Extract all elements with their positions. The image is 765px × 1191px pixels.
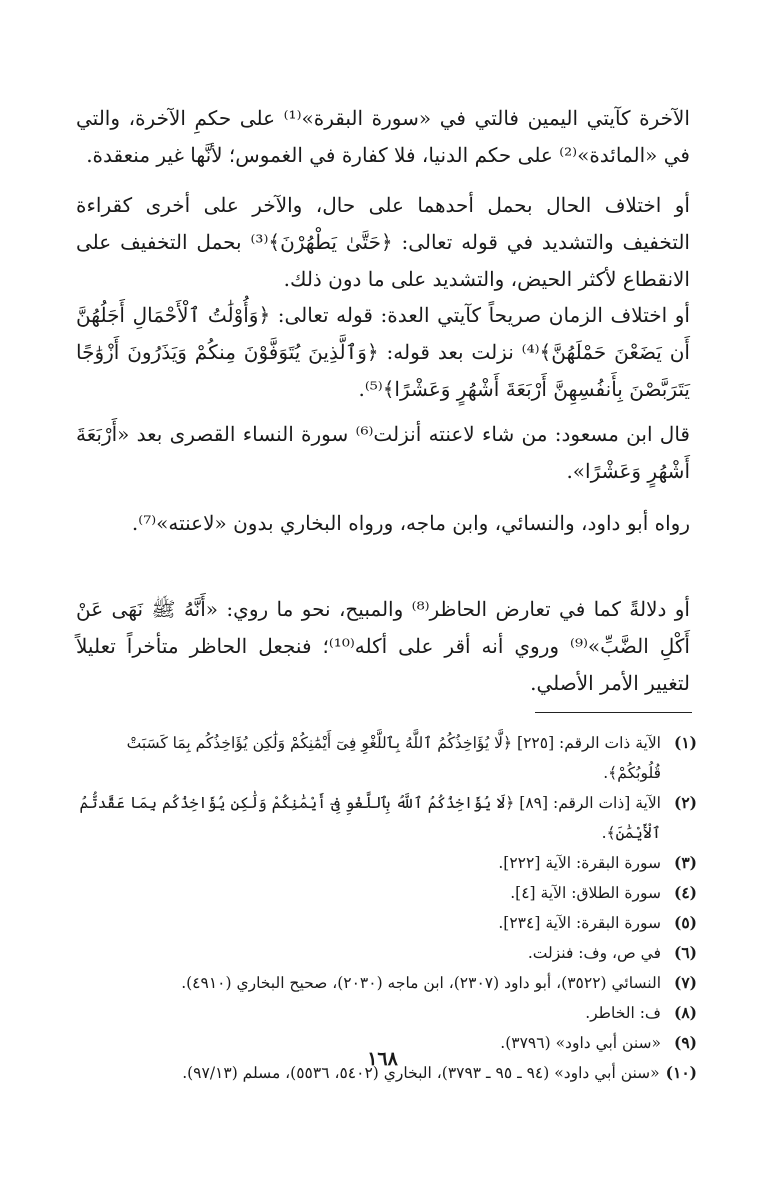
footnote: [72, 788, 697, 848]
footnote-number: (٤): [673, 883, 697, 902]
paragraph-5: رواه أبو داود، والنسائي، وابن ماجه، ورواه البخاري بدون «لاعنته»⁽⁷⁾.: [131, 511, 690, 535]
paragraph-2: أو اختلاف الحال بحمل أحدهما على حال، والآخر على أخرى كقراءة التخفيف والتشديد في قوله تعالى: ﴿حَتَّىٰ يَطْهُرْنَ﴾⁽³⁾ بحمل التخفيف على الانقطاع لأكثر الحيض، والتشديد على ما دون ذلك.: [76, 193, 690, 291]
paragraph-6: أو دلالةً كما في تعارض الحاظر⁽⁸⁾ والمبيح، نحو ما روي: «أَنَّهُ ﷺ نَهَى عَنْ أَكْلِ الضَّبِّ»⁽⁹⁾ وروي أنه أقر على أكله⁽¹⁰⁾؛ فنجعل الحاظر متأخراً تعليلاً لتغيير الأمر الأصلي.: [76, 597, 690, 695]
footnote-text: سورة الطلاق: الآية [٤].: [510, 884, 661, 902]
footnote-text: «سنن أبي داود» (٣٧٩٦).: [500, 1034, 661, 1052]
footnote-text: سورة البقرة: الآية [٢٣٤].: [498, 914, 661, 932]
footnote-text: «سنن أبي داود» (٩٤ ـ ٩٥ ـ ٣٧٩٣)، البخاري (٥٤٠٢، ٥٥٣٦)، مسلم (٩٧/١٣).: [182, 1064, 660, 1082]
footnote-text: النسائي (٣٥٢٢)، أبو داود (٢٣٠٧)، ابن ماجه (٢٠٣٠)، صحيح البخاري (٤٩١٠).: [181, 974, 661, 992]
footnote-number: (١٠): [665, 1063, 697, 1082]
footnote: [72, 968, 697, 998]
footnote-number: (٨): [673, 1003, 697, 1022]
footnote-text: سورة البقرة: الآية [٢٢٢].: [498, 854, 661, 872]
footnote: [72, 728, 697, 788]
footnotes: [72, 728, 697, 1088]
footnote: [72, 998, 697, 1028]
footnote-text: الآية [ذات الرقم: [٨٩] ﴿لَا يُؤَاخِذُكُمُ ٱللَّهُ بِٱللَّغْوِ فِىٓ أَيْمَٰنِكُمْ وَلَٰكِن يُؤَاخِذُكُم بِمَا عَقَّدتُّمُ ٱلْأَيْمَٰنَ﴾.: [79, 794, 661, 842]
footnote: [72, 938, 697, 968]
paragraph-1: الآخرة كآيتي اليمين فالتي في «سورة البقرة»⁽¹⁾ على حكمِ الآخرة، والتي في «المائدة»⁽²⁾ على حكم الدنيا، فلا كفارة في الغموس؛ لأنَّها غير منعقدة.: [76, 106, 690, 167]
footnote: [72, 908, 697, 938]
footnote-number: (٣): [673, 853, 697, 872]
footnote-number: (١): [673, 733, 697, 752]
paragraph-3: أو اختلاف الزمان صريحاً كآيتي العدة: قوله تعالى: ﴿وَأُوْلَٰتُ ٱلْأَحْمَالِ أَجَلُهُنَّ أَن يَضَعْنَ حَمْلَهُنَّ﴾⁽⁴⁾ نزلت بعد قوله: ﴿وَٱلَّذِينَ يُتَوَفَّوْنَ مِنكُمْ وَيَذَرُونَ أَزْوَٰجًا يَتَرَبَّصْنَ بِأَنفُسِهِنَّ أَرْبَعَةَ أَشْهُرٍ وَعَشْرًا﴾⁽⁵⁾.: [76, 303, 690, 401]
paragraph-4: قال ابن مسعود: من شاء لاعنته أنزلت⁽⁶⁾ سورة النساء القصرى بعد «أَرْبَعَةَ أَشْهُرٍ وَعَشْرًا».: [76, 422, 690, 483]
footnote-number: (٦): [673, 943, 697, 962]
footnote-number: (٢): [673, 793, 697, 812]
footnote-number: (٧): [673, 973, 697, 992]
footnote: [72, 878, 697, 908]
footnote-number: (٩): [673, 1033, 697, 1052]
footnote: [72, 848, 697, 878]
footnote-text: ف: الخاطر.: [585, 1004, 661, 1022]
page-number: ١٦٨: [367, 1048, 398, 1070]
footnote-number: (٥): [673, 913, 697, 932]
footnote-text: في ص، وف: فنزلت.: [527, 944, 661, 962]
footnote-text: الآية ذات الرقم: [٢٢٥] ﴿لَّا يُؤَاخِذُكُمُ ٱللَّهُ بِٱللَّغْوِ فِىٓ أَيْمَٰنِكُمْ وَلَٰكِن يُؤَاخِذُكُم بِمَا كَسَبَتْ قُلُوبُكُمْ﴾.: [126, 734, 661, 782]
footnote-separator: [535, 712, 692, 713]
